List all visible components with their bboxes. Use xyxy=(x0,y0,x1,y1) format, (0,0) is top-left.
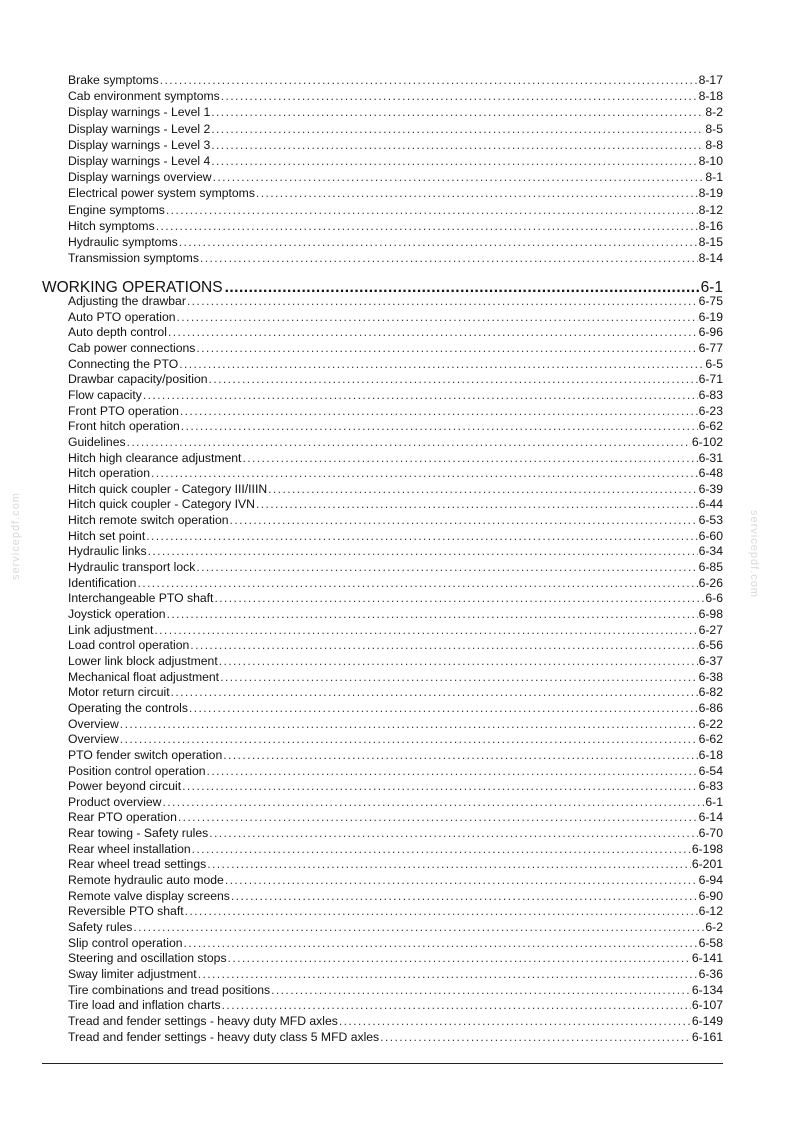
toc-entry[interactable] xyxy=(68,497,723,511)
dot-leader xyxy=(211,122,704,136)
toc-entry-label: Rear wheel installation xyxy=(68,841,191,856)
toc-entry-label: Hydraulic transport lock xyxy=(68,560,196,575)
toc-entry[interactable] xyxy=(68,936,723,950)
toc-entry-label: Position control operation xyxy=(68,763,206,778)
dot-leader xyxy=(214,591,704,605)
toc-entry-label: Operating the controls xyxy=(68,700,188,715)
toc-entry[interactable] xyxy=(68,857,723,871)
toc-entry[interactable] xyxy=(68,920,723,934)
toc-entry-page-number: 6-82 xyxy=(698,685,723,700)
toc-entry-label: Brake symptoms xyxy=(68,73,159,87)
toc-entry-page-number: 8-19 xyxy=(698,186,723,201)
toc-entry[interactable] xyxy=(68,357,723,371)
toc-entry-label: Flow capacity xyxy=(68,387,142,402)
toc-entry-page-number: 6-56 xyxy=(698,638,723,653)
toc-entry-page-number: 8-5 xyxy=(705,121,723,136)
toc-entry-label: Rear wheel tread settings xyxy=(68,857,207,872)
toc-entry[interactable] xyxy=(68,170,723,184)
toc-entry[interactable] xyxy=(68,341,723,355)
toc-entry[interactable] xyxy=(68,685,723,699)
toc-entry-page-number: 6-58 xyxy=(698,935,723,950)
toc-entry-label: Hydraulic symptoms xyxy=(68,235,178,249)
toc-entry-label: Auto PTO operation xyxy=(68,309,176,324)
dot-leader xyxy=(256,186,698,200)
toc-entry-label: Front hitch operation xyxy=(68,419,180,434)
toc-entry[interactable] xyxy=(68,904,723,918)
dot-leader xyxy=(120,732,698,746)
dot-leader xyxy=(184,936,698,950)
toc-entry-label: Interchangeable PTO shaft xyxy=(68,591,214,606)
toc-entry-page-number: 6-36 xyxy=(698,966,723,981)
toc-entry-label: Identification xyxy=(68,575,137,590)
toc-entry[interactable] xyxy=(68,203,723,217)
toc-entry-label: Cab environment symptoms xyxy=(68,89,220,104)
toc-entry-label: Power beyond circuit xyxy=(68,779,182,794)
toc-entry-page-number: 6-19 xyxy=(698,309,723,324)
toc-entry[interactable] xyxy=(68,576,723,590)
dot-leader xyxy=(179,235,698,249)
toc-entry-page-number: 6-70 xyxy=(698,826,723,841)
toc-entry[interactable] xyxy=(68,983,723,997)
toc-entry-page-number: 8-1 xyxy=(705,170,723,185)
toc-entry-label: Hitch remote switch operation xyxy=(68,513,229,528)
toc-entry-page-number: 6-83 xyxy=(698,387,723,402)
toc-entry[interactable] xyxy=(68,235,723,249)
dot-leader xyxy=(151,466,698,480)
dot-leader xyxy=(380,1030,691,1044)
toc-entry[interactable] xyxy=(68,251,723,265)
toc-entry-label: Auto depth control xyxy=(68,325,167,340)
toc-entry-page-number: 8-10 xyxy=(698,154,723,168)
dot-leader xyxy=(222,998,691,1012)
toc-entry-page-number: 6-5 xyxy=(705,356,723,371)
toc-entry-label: Hitch quick coupler - Category III/IIIN xyxy=(68,481,268,496)
dot-leader xyxy=(220,670,698,684)
toc-entry[interactable] xyxy=(68,779,723,793)
dot-leader xyxy=(271,983,691,997)
toc-entry-page-number: 6-62 xyxy=(698,419,723,434)
toc-entry-page-number: 8-14 xyxy=(698,251,723,266)
toc-entry[interactable] xyxy=(68,325,723,339)
toc-entry[interactable] xyxy=(68,105,723,119)
toc-entry[interactable] xyxy=(68,670,723,684)
toc-entry-label: Overview xyxy=(68,732,119,747)
dot-leader xyxy=(185,904,698,918)
dot-leader xyxy=(219,654,698,668)
toc-entry-page-number: 6-134 xyxy=(691,982,723,997)
toc-entry[interactable] xyxy=(68,748,723,762)
toc-entry-label: Joystick operation xyxy=(68,607,166,621)
toc-entry-page-number: 6-1 xyxy=(705,794,723,809)
dot-leader xyxy=(209,372,698,386)
toc-entry-page-number: 6-83 xyxy=(698,779,723,794)
toc-entry-label: Motor return circuit xyxy=(68,685,170,700)
toc-entry-page-number: 6-6 xyxy=(705,591,723,606)
toc-entry[interactable] xyxy=(68,219,723,233)
toc-entry-page-number: 6-96 xyxy=(698,325,723,340)
dot-leader xyxy=(127,435,691,449)
dot-leader xyxy=(228,951,691,965)
toc-entry[interactable] xyxy=(68,404,723,418)
toc-entry[interactable] xyxy=(68,591,723,605)
toc-entry[interactable] xyxy=(68,1014,723,1028)
toc-entry-page-number: 6-18 xyxy=(698,747,723,762)
toc-entry-page-number: 6-94 xyxy=(698,873,723,888)
toc-entry-label: Tread and fender settings - heavy duty MFD axles xyxy=(68,1013,338,1028)
toc-entry-page-number: 6-107 xyxy=(691,998,723,1013)
toc-entry-page-number: 6-60 xyxy=(698,528,723,543)
toc-entry[interactable] xyxy=(68,810,723,824)
toc-entry[interactable] xyxy=(68,732,723,746)
toc-entry-page-number: 6-141 xyxy=(691,951,723,966)
toc-entry-page-number: 6-98 xyxy=(698,607,723,621)
toc-entry[interactable] xyxy=(68,419,723,433)
toc-entry[interactable] xyxy=(68,951,723,965)
dot-leader xyxy=(180,404,698,418)
toc-entry-page-number: 6-39 xyxy=(698,481,723,496)
toc-entry[interactable] xyxy=(68,466,723,480)
toc-entry[interactable] xyxy=(68,623,723,637)
dot-leader xyxy=(211,138,704,152)
dot-leader xyxy=(209,826,697,840)
toc-entry-page-number: 6-23 xyxy=(698,403,723,418)
dot-leader xyxy=(146,529,697,543)
toc-entry[interactable] xyxy=(68,310,723,324)
toc-entry-label: Display warnings - Level 4 xyxy=(68,154,211,168)
toc-entry-label: PTO fender switch operation xyxy=(68,747,223,762)
toc-entry[interactable] xyxy=(68,826,723,840)
toc-entry-page-number: 6-75 xyxy=(698,294,723,308)
dot-leader xyxy=(182,779,697,793)
dot-leader xyxy=(156,219,698,233)
dot-leader xyxy=(211,105,704,119)
dot-leader xyxy=(256,497,698,511)
toc-entry-label: Tire load and inflation charts xyxy=(68,998,221,1013)
toc-entry[interactable] xyxy=(68,560,723,574)
dot-leader xyxy=(143,388,698,402)
toc-entry[interactable] xyxy=(68,889,723,903)
toc-entry[interactable] xyxy=(68,701,723,715)
toc-entry-page-number: 6-149 xyxy=(691,1013,723,1028)
toc-entry[interactable] xyxy=(68,795,723,809)
dot-leader xyxy=(181,419,698,433)
toc-entry[interactable] xyxy=(68,544,723,558)
toc-entry-page-number: 8-12 xyxy=(698,202,723,217)
toc-entry-page-number: 8-15 xyxy=(698,235,723,249)
dot-leader xyxy=(225,873,698,887)
dot-leader xyxy=(167,607,698,621)
dot-leader xyxy=(187,294,698,308)
toc-entry-label: Remote valve display screens xyxy=(68,888,230,903)
toc-entry-label: Mechanical float adjustment xyxy=(68,669,220,684)
toc-entry-page-number: 6-22 xyxy=(698,716,723,731)
toc-entry-page-number: 6-161 xyxy=(691,1029,723,1044)
toc-entry-page-number: 6-77 xyxy=(698,340,723,355)
dot-leader xyxy=(148,544,698,558)
toc-entry-label: Display warnings - Level 3 xyxy=(68,137,211,152)
toc-entry-page-number: 6-198 xyxy=(691,841,723,856)
toc-entry-page-number: 6-27 xyxy=(698,622,723,637)
toc-entry-label: Hitch quick coupler - Category IVN xyxy=(68,497,255,512)
toc-entry-page-number: 6-44 xyxy=(698,497,723,512)
dot-leader xyxy=(160,73,698,87)
toc-entry-label: Remote hydraulic auto mode xyxy=(68,873,224,888)
dot-leader xyxy=(207,764,698,778)
dot-leader xyxy=(133,920,704,934)
toc-entry-label: Hitch operation xyxy=(68,466,150,481)
toc-entry[interactable] xyxy=(68,529,723,543)
dot-leader xyxy=(177,310,698,324)
toc-entry[interactable] xyxy=(68,138,723,152)
toc-entry-label: Rear PTO operation xyxy=(68,810,177,825)
toc-entry[interactable] xyxy=(68,764,723,778)
dot-leader xyxy=(189,701,698,715)
toc-entry-label: Tread and fender settings - heavy duty class 5 MFD axles xyxy=(68,1029,380,1044)
toc-entry[interactable] xyxy=(68,842,723,856)
toc-entry-label: Link adjustment xyxy=(68,622,154,637)
section-title: WORKING OPERATIONS xyxy=(42,279,223,296)
dot-leader xyxy=(154,623,697,637)
dot-leader xyxy=(137,576,697,590)
dot-leader xyxy=(192,842,691,856)
toc-entry-page-number: 6-201 xyxy=(691,857,723,872)
toc-entry-label: Transmission symptoms xyxy=(68,251,199,266)
dot-leader xyxy=(211,154,697,168)
toc-entry-label: Tire combinations and tread positions xyxy=(68,982,271,997)
dot-leader xyxy=(213,170,705,184)
toc-entry-label: Product overview xyxy=(68,794,162,809)
toc-entry[interactable] xyxy=(68,873,723,887)
toc-entry[interactable] xyxy=(68,294,723,308)
toc-entry[interactable] xyxy=(68,607,723,621)
toc-entry-label: Cab power connections xyxy=(68,340,196,355)
dot-leader xyxy=(339,1014,691,1028)
watermark-right: servicepdf.com xyxy=(748,510,760,598)
toc-entry-label: Adjusting the drawbar xyxy=(68,294,186,308)
toc-entry[interactable] xyxy=(68,638,723,652)
toc-entry-label: Front PTO operation xyxy=(68,403,179,418)
toc-entry[interactable] xyxy=(68,482,723,496)
toc-entry-page-number: 8-17 xyxy=(698,73,723,87)
dot-leader xyxy=(178,810,698,824)
toc-entry-label: Overview xyxy=(68,716,119,731)
toc-entry-page-number: 6-34 xyxy=(698,544,723,559)
toc-entry-page-number: 6-90 xyxy=(698,888,723,903)
toc-entry-label: Electrical power system symptoms xyxy=(68,186,255,201)
toc-entry[interactable] xyxy=(68,372,723,386)
toc-entry-page-number: 6-53 xyxy=(698,513,723,528)
toc-entry-page-number: 6-102 xyxy=(691,434,723,449)
section-page-number: 6-1 xyxy=(700,279,723,296)
toc-entry-page-number: 6-31 xyxy=(698,450,723,465)
dot-leader xyxy=(120,717,698,731)
toc-entry-page-number: 6-12 xyxy=(698,904,723,919)
toc-entry-label: Display warnings - Level 2 xyxy=(68,121,211,136)
dot-leader xyxy=(162,795,704,809)
dot-leader xyxy=(207,857,691,871)
toc-entry-page-number: 6-14 xyxy=(698,810,723,825)
toc-entry[interactable] xyxy=(68,186,723,200)
dot-leader xyxy=(200,251,698,265)
dot-leader xyxy=(223,748,697,762)
toc-entry-page-number: 6-48 xyxy=(698,466,723,481)
dot-leader xyxy=(171,685,698,699)
toc-entry-page-number: 6-38 xyxy=(698,669,723,684)
dot-leader xyxy=(168,325,698,339)
toc-entry[interactable] xyxy=(68,89,723,103)
toc-entry-label: Safety rules xyxy=(68,920,133,934)
toc-entry-label: Guidelines xyxy=(68,434,126,449)
toc-entry-page-number: 6-62 xyxy=(698,732,723,747)
dot-leader xyxy=(190,638,697,652)
toc-entry[interactable] xyxy=(68,513,723,527)
dot-leader xyxy=(268,482,697,496)
toc-entry-label: Hydraulic links xyxy=(68,544,147,559)
toc-entry-label: Hitch set point xyxy=(68,528,146,543)
toc-entry-page-number: 6-86 xyxy=(698,700,723,715)
toc-entry-page-number: 6-54 xyxy=(698,763,723,778)
toc-entry[interactable] xyxy=(68,388,723,402)
toc-entry-label: Reversible PTO shaft xyxy=(68,904,184,919)
toc-entry-page-number: 8-16 xyxy=(698,218,723,233)
dot-leader xyxy=(231,889,698,903)
dot-leader xyxy=(196,341,697,355)
toc-entry-label: Sway limiter adjustment xyxy=(68,966,197,981)
toc-entry[interactable] xyxy=(68,435,723,449)
toc-entry-label: Display warnings overview xyxy=(68,170,212,185)
toc-entry-label: Lower link block adjustment xyxy=(68,653,218,668)
dot-leader xyxy=(166,203,698,217)
toc-entry-page-number: 6-85 xyxy=(698,560,723,575)
toc-entry[interactable] xyxy=(68,717,723,731)
toc-entry-page-number: 8-18 xyxy=(698,89,723,104)
toc-entry-page-number: 6-71 xyxy=(698,372,723,387)
toc-entry[interactable] xyxy=(68,654,723,668)
dot-leader xyxy=(196,560,697,574)
toc-entry-page-number: 6-26 xyxy=(698,575,723,590)
toc-entry-label: Hitch high clearance adjustment xyxy=(68,450,242,465)
dot-leader xyxy=(221,89,698,103)
toc-entry-page-number: 6-37 xyxy=(698,653,723,668)
watermark-left: servicepdf.com xyxy=(10,492,22,580)
footer-rule xyxy=(42,1063,723,1064)
toc-entry-page-number: 8-2 xyxy=(705,105,723,120)
toc-entry-label: Display warnings - Level 1 xyxy=(68,105,211,120)
toc-entry[interactable] xyxy=(68,998,723,1012)
toc-entry-label: Load control operation xyxy=(68,638,190,653)
dot-leader xyxy=(198,967,698,981)
toc-entry-label: Steering and oscillation stops xyxy=(68,951,227,966)
toc-entry-page-number: 6-2 xyxy=(705,920,723,934)
toc-entry-label: Drawbar capacity/position xyxy=(68,372,208,387)
toc-entry-label: Slip control operation xyxy=(68,935,183,950)
toc-entry[interactable] xyxy=(68,122,723,136)
toc-entry-page-number: 8-8 xyxy=(705,137,723,152)
toc-entry[interactable] xyxy=(68,1030,723,1044)
toc-entry-label: Engine symptoms xyxy=(68,202,165,217)
dot-leader xyxy=(242,451,697,465)
toc-entry-label: Rear towing - Safety rules xyxy=(68,826,209,841)
toc-entry[interactable] xyxy=(68,154,723,168)
toc-entry[interactable] xyxy=(68,73,723,87)
toc-entry[interactable] xyxy=(68,451,723,465)
dot-leader xyxy=(179,357,704,371)
toc-entry-label: Connecting the PTO xyxy=(68,356,179,371)
toc-entry-label: Hitch symptoms xyxy=(68,218,155,233)
toc-entry[interactable] xyxy=(68,967,723,981)
dot-leader xyxy=(230,513,698,527)
